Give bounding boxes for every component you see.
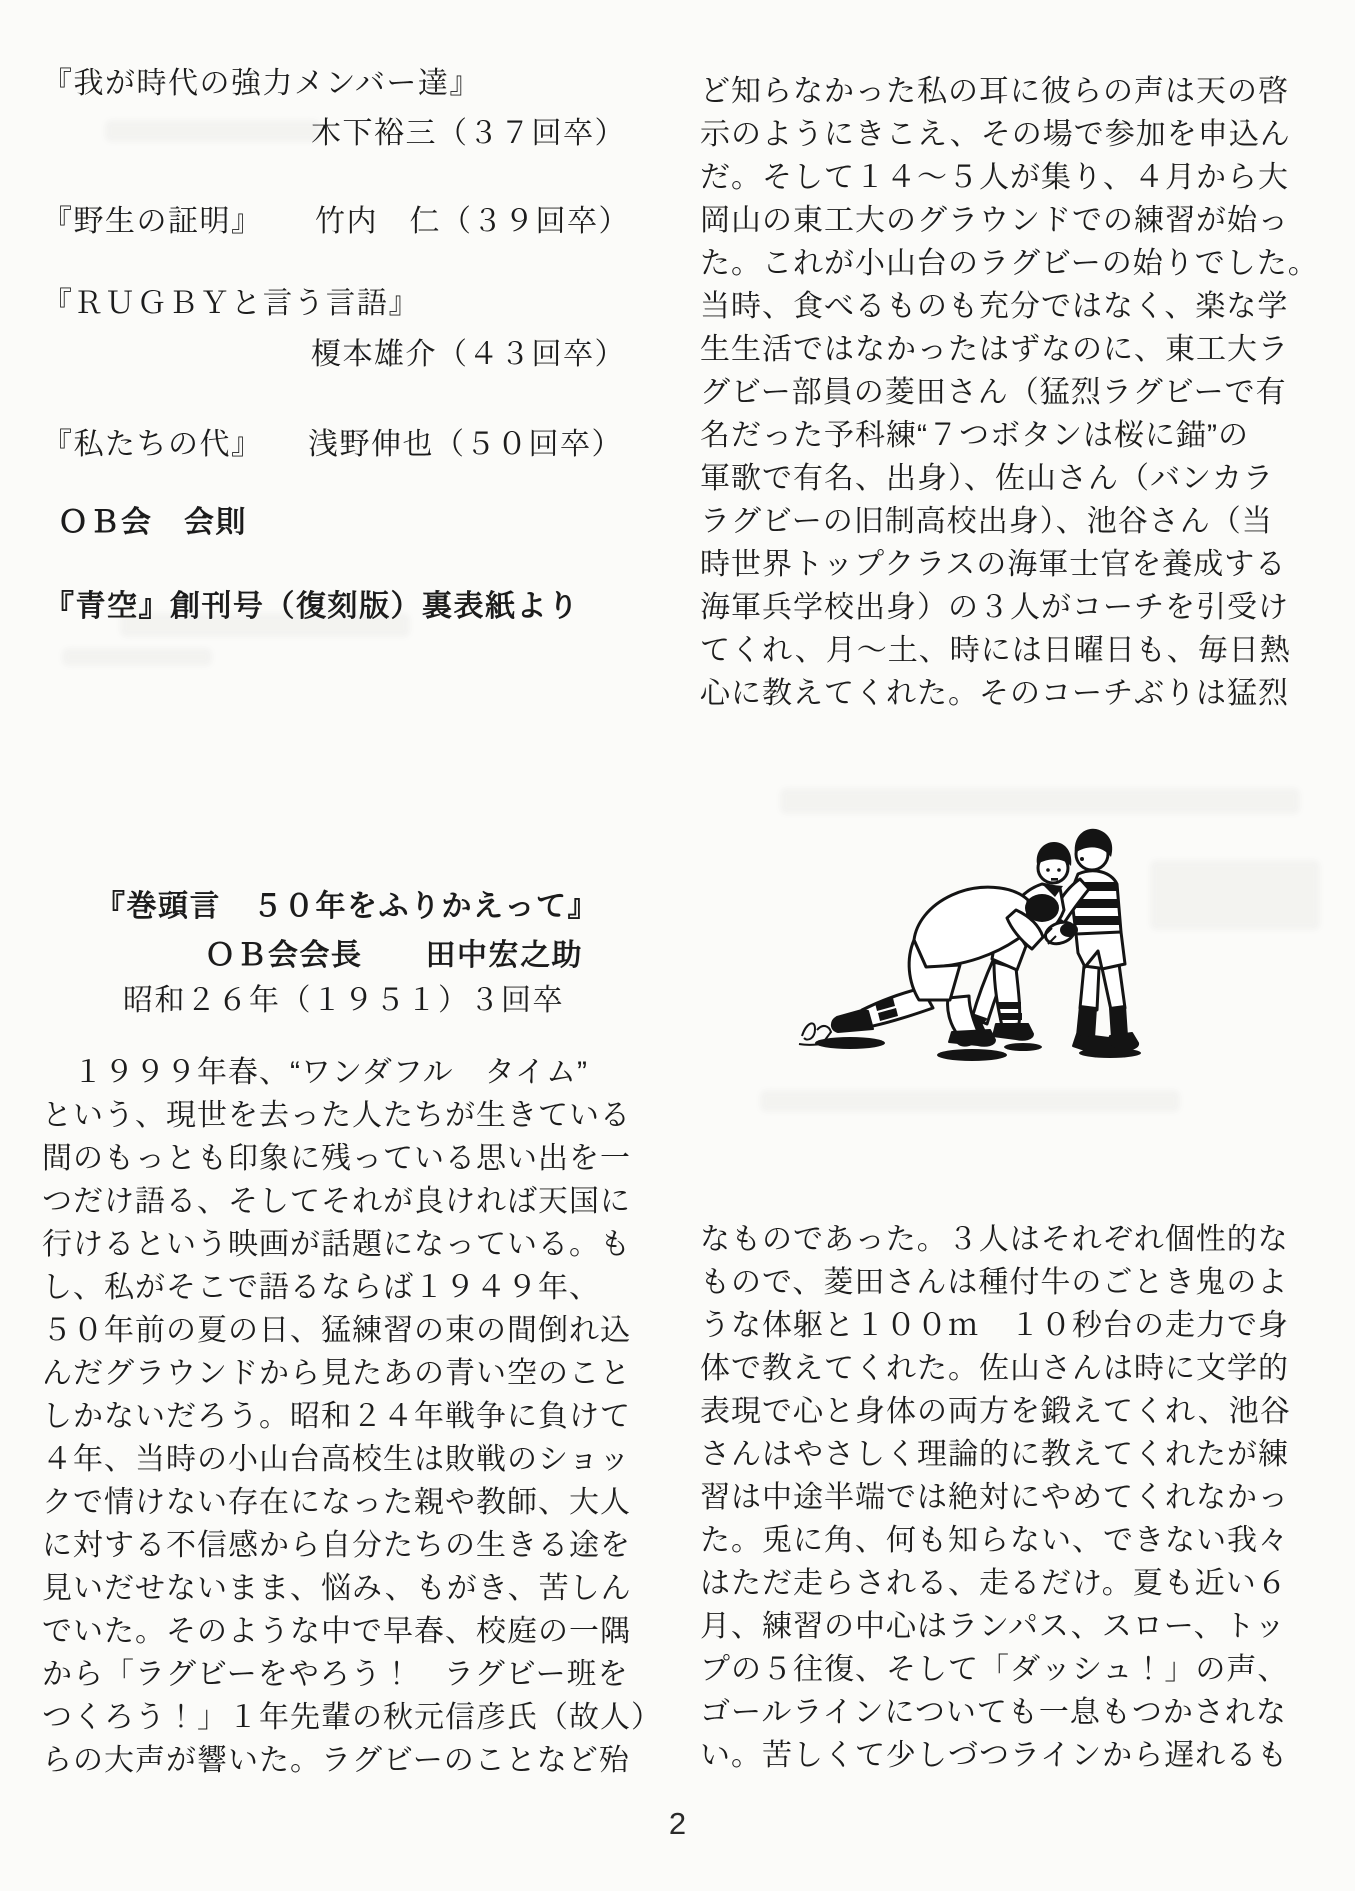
- body-line: 海軍兵学校出身）の３人がコーチを引受け: [700, 591, 1289, 624]
- body-line: 月、練習の中心はランパス、スロー、トッ: [700, 1610, 1286, 1643]
- toc-entry-title: 『青空』創刊号（復刻版）裏表紙より: [44, 590, 580, 623]
- toc-entry-author: 榎本雄介（４３回卒）: [311, 338, 626, 371]
- body-line: 見いだせないまま、悩み、もがき、苦しん: [42, 1572, 632, 1605]
- body-line: し、私がそこで語るならば１９４９年、: [42, 1271, 600, 1304]
- body-line: 名だった予科練“７つボタンは桜に錨”の: [700, 419, 1249, 452]
- body-line: ４年、当時の小山台高校生は敗戦のショッ: [42, 1443, 631, 1476]
- body-line: 体で教えてくれた。佐山さんは時に文学的: [700, 1352, 1289, 1385]
- body-line: ど知らなかった私の耳に彼らの声は天の啓: [700, 75, 1289, 108]
- body-line: さんはやさしく理論的に教えてくれたが練: [700, 1438, 1289, 1471]
- body-line: 示のようにきこえ、その場で参加を申込ん: [700, 118, 1291, 151]
- body-line: ラグビーの旧制高校出身）、池谷さん（当: [700, 505, 1273, 538]
- toc-entry-title: 『野生の証明』: [42, 205, 263, 238]
- body-line: ゴールラインについても一息もつかされな: [700, 1696, 1287, 1729]
- article-grad-year: 昭和２６年（１９５１）３回卒: [123, 984, 564, 1017]
- toc-entry-title: 『ＲＵＧＢＹと言う言語』: [42, 287, 420, 320]
- body-line: つだけ語る、そしてそれが良ければ天国に: [42, 1185, 631, 1218]
- body-line: 表現で心と身体の両方を鍛えてくれ、池谷: [700, 1395, 1291, 1428]
- body-line: クで情けない存在になった親や教師、大人: [42, 1486, 631, 1519]
- body-line: 時世界トップクラスの海軍士官を養成する: [700, 548, 1287, 581]
- body-line: 軍歌で有名、出身）、佐山さん（バンカラ: [700, 462, 1274, 495]
- body-line: た。これが小山台のラグビーの始りでした。: [700, 247, 1319, 280]
- showthrough-artifact: [780, 788, 1300, 814]
- body-line: に対する不信感から自分たちの生きる途を: [42, 1529, 631, 1562]
- toc-entry-author: 竹内 仁（３９回卒）: [315, 205, 630, 238]
- showthrough-artifact: [105, 120, 320, 142]
- body-line: てくれ、月～土、時には日曜日も、毎日熱: [700, 634, 1291, 667]
- body-line: い。苦しくて少しづつラインから遅れるも: [700, 1739, 1289, 1772]
- body-line: らの大声が響いた。ラグビーのことなど殆: [42, 1744, 630, 1777]
- body-line: つくろう！」１年先輩の秋元信彦氏（故人）: [42, 1701, 662, 1734]
- article-body-right-bottom: [700, 1218, 1330, 1777]
- toc-entry-title: 『我が時代の強力メンバー達』: [42, 67, 481, 100]
- toc-entry-title: 『私たちの代』: [42, 428, 263, 461]
- article-body-left-column: [42, 1051, 662, 1782]
- body-line: 行けるという映画が話題になっている。も: [42, 1228, 631, 1261]
- body-line: しかないだろう。昭和２４年戦争に負けて: [42, 1400, 631, 1433]
- body-line: から「ラグビーをやろう！ ラグビー班を: [42, 1658, 629, 1691]
- toc-entry-author: 木下裕三（３７回卒）: [311, 117, 626, 150]
- player-left: [832, 887, 1059, 1046]
- toc-entry-title: ＯＢ会 会則: [58, 506, 247, 539]
- showthrough-artifact: [760, 1090, 1180, 1112]
- body-line: 生生活ではなかったはずなのに、東工大ラ: [700, 333, 1289, 366]
- rugby-tackle-illustration: [780, 812, 1200, 1074]
- body-line: んだグラウンドから見たあの青い空のこと: [42, 1357, 631, 1390]
- showthrough-artifact: [62, 648, 212, 666]
- body-line: うな体躯と１００ｍ １０秒台の走力で身: [700, 1309, 1289, 1342]
- body-line: 習は中途半端では絶対にやめてくれなかっ: [700, 1481, 1289, 1514]
- body-line: １９９９年春、“ワンダフル タイム”: [42, 1056, 588, 1089]
- body-line: ５０年前の夏の日、猛練習の束の間倒れ込: [42, 1314, 631, 1347]
- body-line: という、現世を去った人たちが生きている: [42, 1099, 631, 1132]
- body-line: グビー部員の菱田さん（猛烈ラグビーで有: [700, 376, 1287, 409]
- body-line: 間のもっとも印象に残っている思い出を一: [42, 1142, 631, 1175]
- body-line: プの５往復、そして「ダッシュ！」の声、: [700, 1653, 1289, 1686]
- article-body-right-top: [700, 70, 1330, 715]
- body-line: はただ走らされる、走るだけ。夏も近い６: [700, 1567, 1288, 1600]
- toc-entry-author: 浅野伸也（５０回卒）: [308, 428, 623, 461]
- body-line: もので、菱田さんは種付牛のごとき鬼のよ: [700, 1266, 1289, 1299]
- body-line: だ。そして１４～５人が集り、４月から大: [700, 161, 1289, 194]
- body-line: 当時、食べるものも充分ではなく、楽な学: [700, 290, 1289, 323]
- article-heading: 『巻頭言 ５０年をふりかえって』: [95, 890, 599, 923]
- body-line: た。兎に角、何も知らない、できない我々: [700, 1524, 1289, 1557]
- body-line: でいた。そのような中で早春、校庭の一隅: [42, 1615, 631, 1648]
- body-line: なものであった。３人はそれぞれ個性的な: [700, 1223, 1289, 1256]
- body-line: 岡山の東工大のグラウンドでの練習が始っ: [700, 204, 1289, 237]
- body-line: 心に教えてくれた。そのコーチぶりは猛烈: [700, 677, 1289, 710]
- article-byline: ＯＢ会会長 田中宏之助: [205, 939, 583, 972]
- page-number: 2: [668, 1806, 687, 1841]
